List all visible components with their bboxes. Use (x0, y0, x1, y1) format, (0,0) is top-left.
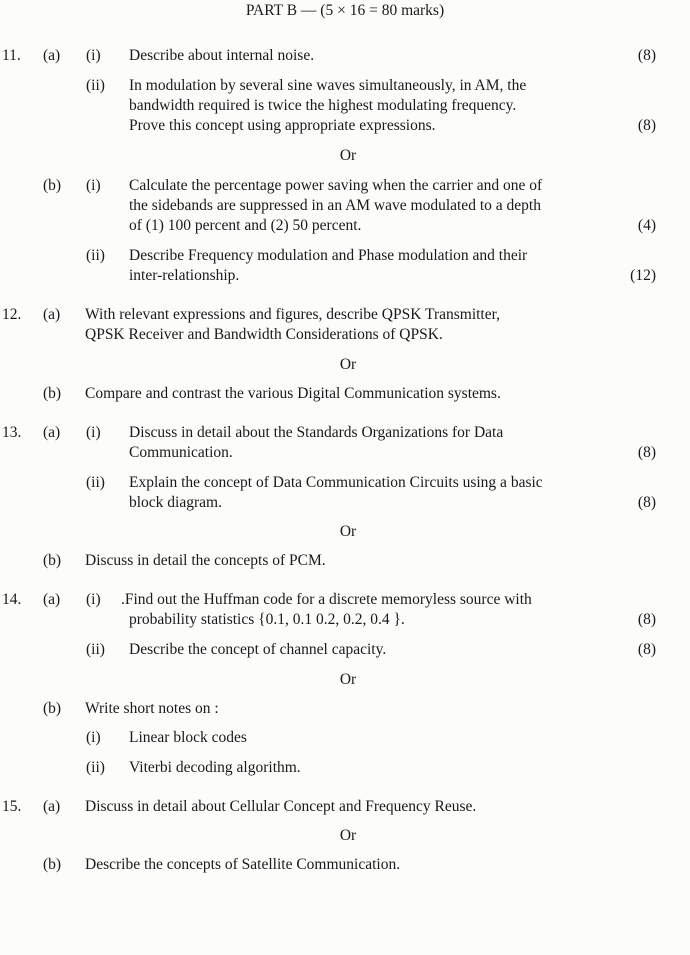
or-divider: Or (339, 356, 357, 373)
question-text: Discuss in detail the concepts of PCM. (85, 552, 326, 569)
question-text: Viterbi decoding algorithm. (129, 759, 301, 776)
or-divider: Or (339, 147, 357, 164)
question-text-line: .Find out the Huffman code for a discrete memoryless source with (121, 591, 532, 608)
part-label: (a) (43, 306, 61, 323)
marks: (8) (637, 611, 656, 628)
subpart-label: (i) (86, 424, 101, 441)
part-label: (a) (43, 591, 61, 608)
question-text: Describe about internal noise. (129, 47, 315, 64)
part-title: PART B — (5 × 16 = 80 marks) (245, 2, 445, 19)
subpart-label: (ii) (86, 474, 105, 491)
question-text-line: Describe Frequency modulation and Phase modulation and their (129, 247, 528, 264)
subpart-label: (ii) (86, 759, 105, 776)
question-text-line: of (1) 100 percent and (2) 50 percent. (129, 217, 362, 234)
marks: (8) (637, 47, 656, 64)
marks: (8) (637, 117, 656, 134)
or-divider: Or (339, 523, 357, 540)
question-number: 15. (2, 798, 22, 815)
question-text-line: With relevant expressions and figures, describe QPSK Transmitter, (85, 306, 501, 323)
or-divider: Or (339, 827, 357, 844)
part-label: (b) (43, 385, 62, 402)
or-divider: Or (339, 671, 357, 688)
question-text-line: Communication. (129, 444, 233, 461)
question-text: Linear block codes (129, 729, 247, 746)
question-text-line: Calculate the percentage power saving when the carrier and one of (129, 177, 543, 194)
question-number: 11. (2, 47, 21, 64)
marks: (4) (637, 217, 656, 234)
question-text: Discuss in detail about Cellular Concept and Frequency Reuse. (85, 798, 477, 815)
question-text-line: Prove this concept using appropriate expressions. (129, 117, 436, 134)
subpart-label: (i) (86, 47, 101, 64)
marks: (8) (637, 641, 656, 658)
subpart-label: (i) (86, 591, 101, 608)
subpart-label: (ii) (86, 641, 105, 658)
part-label: (a) (43, 424, 61, 441)
question-text-line: QPSK Receiver and Bandwidth Considerations of QPSK. (85, 326, 443, 343)
question-text: Write short notes on : (85, 700, 219, 717)
part-label: (b) (43, 177, 62, 194)
question-number: 14. (2, 591, 22, 608)
question-text-line: In modulation by several sine waves simultaneously, in AM, the (129, 77, 527, 94)
part-label: (a) (43, 47, 61, 64)
marks: (12) (630, 267, 656, 284)
subpart-label: (ii) (86, 247, 105, 264)
subpart-label: (i) (86, 177, 101, 194)
question-number: 12. (2, 306, 22, 323)
subpart-label: (ii) (86, 77, 105, 94)
part-label: (a) (43, 798, 61, 815)
marks: (8) (637, 494, 656, 511)
question-text-line: bandwidth required is twice the highest modulating frequency. (129, 97, 517, 114)
question-text: Compare and contrast the various Digital Communication systems. (85, 385, 501, 402)
part-label: (b) (43, 700, 62, 717)
question-text-line: block diagram. (129, 494, 222, 511)
question-text-line: Discuss in detail about the Standards Organizations for Data (129, 424, 504, 441)
question-text: Describe the concepts of Satellite Communication. (85, 856, 401, 873)
subpart-label: (i) (86, 729, 101, 746)
part-label: (b) (43, 552, 62, 569)
question-text-line: Explain the concept of Data Communication Circuits using a basic (129, 474, 543, 491)
question-text: Describe the concept of channel capacity. (129, 641, 387, 658)
question-text-line: inter-relationship. (129, 267, 240, 284)
marks: (8) (637, 444, 656, 461)
question-text-line: the sidebands are suppressed in an AM wave modulated to a depth (129, 197, 541, 214)
question-text-line: probability statistics {0.1, 0.1 0.2, 0.2, 0.4 }. (129, 611, 405, 628)
part-label: (b) (43, 856, 62, 873)
question-number: 13. (2, 424, 22, 441)
